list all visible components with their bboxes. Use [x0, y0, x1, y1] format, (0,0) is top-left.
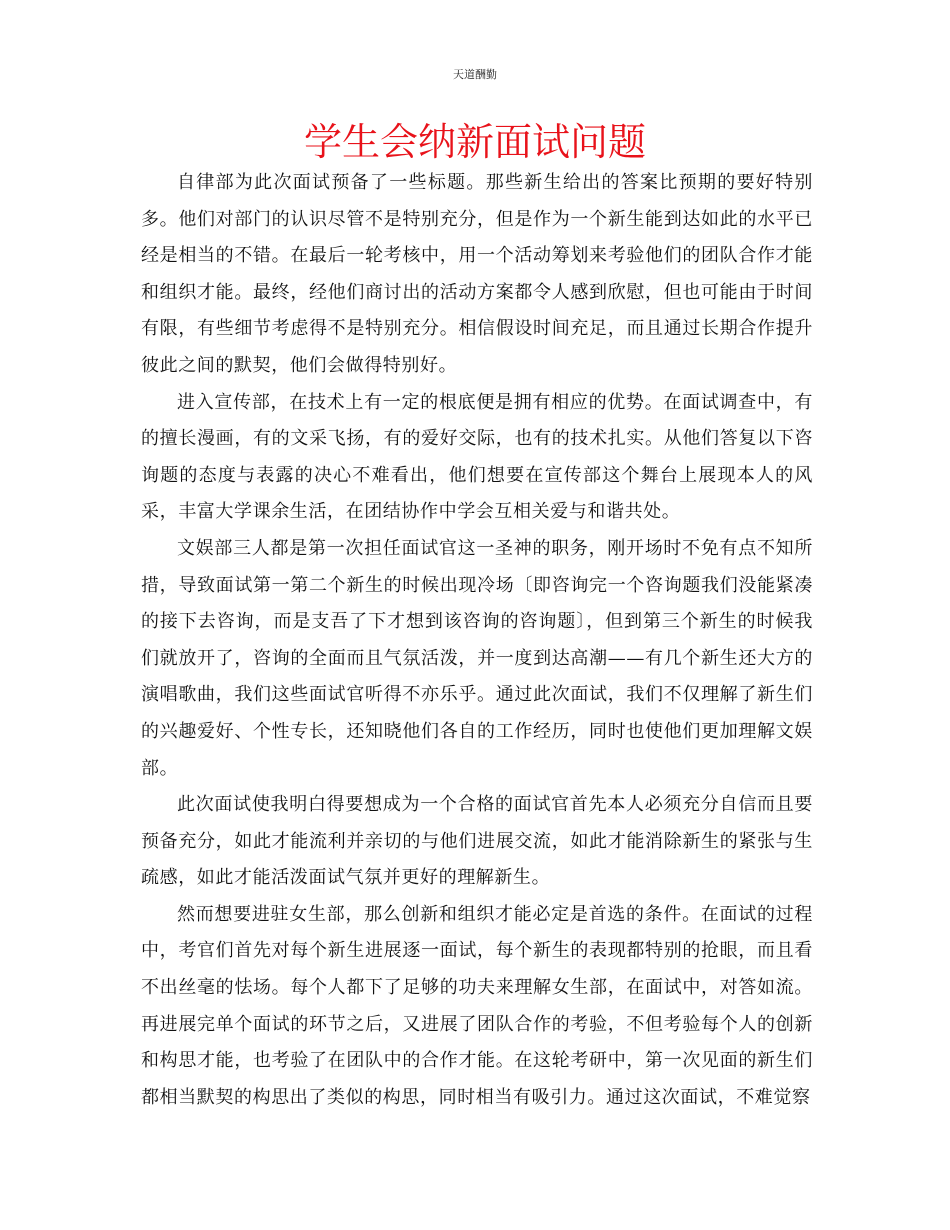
document-body: [141, 165, 813, 1116]
document-title: 学生会纳新面试问题: [303, 120, 646, 164]
paragraph-female-students-dept: 然而想要进驻女生部，那么创新和组织才能必定是首选的条件。在面试的过程中，考官们首先对每个新生进展逐一面试，每个新生的表现都特别的抢眼，而且看不出丝毫的怯场。每个人都下了足够的功夫来理解女生部，在面试中，对答如流。再进展完单个面试的环节之后，又进展了团队合作的考验，不但考验每个人的创新和构思才能，也考验了在团队中的合作才能。在这轮考研中，第一次见面的新生们都相当默契的构思出了类似的构思，同时相当有吸引力。通过这次面试，不难觉察: [141, 903, 813, 1108]
page-header: 天道酬勤: [453, 68, 497, 81]
paragraph-entertainment-dept: 文娱部三人都是第一次担任面试官这一圣神的职务，刚开场时不免有点不知所措，导致面试第一第二个新生的时候出现冷场〔即咨询完一个咨询题我们没能紧凑的接下去咨询，而是支吾了下才想到该咨询的咨询题〕，但到第三个新生的时候我们就放开了，咨询的全面而且气氛活泼，并一度到达高潮——有几个新生还大方的演唱歌曲，我们这些面试官听得不亦乐乎。通过此次面试，我们不仅理解了新生们的兴趣爱好、个性专长，还知晓他们各自的工作经历，同时也使他们更加理解文娱部。: [141, 537, 813, 779]
paragraph-interviewer-reflection: 此次面试使我明白得要想成为一个合格的面试官首先本人必须充分自信而且要预备充分，如此才能流利并亲切的与他们进展交流，如此才能消除新生的紧张与生疏感，如此才能活泼面试气氛并更好的理解新生。: [141, 794, 813, 889]
paragraph-publicity-dept: 进入宣传部，在技术上有一定的根底便是拥有相应的优势。在面试调查中，有的擅长漫画，有的文采飞扬，有的爱好交际，也有的技术扎实。从他们答复以下咨询题的态度与表露的决心不难看出，他们想要在宣传部这个舞台上展现本人的风采，丰富大学课余生活，在团结协作中学会互相关爱与和谐共处。: [141, 391, 813, 523]
paragraph-discipline-dept: 自律部为此次面试预备了一些标题。那些新生给出的答案比预期的要好特别多。他们对部门的认识尽管不是特别充分，但是作为一个新生能到达如此的水平已经是相当的不错。在最后一轮考核中，用一个活动筹划来考验他们的团队合作才能和组织才能。最终，经他们商讨出的活动方案都令人感到欣慰，但也可能由于时间有限，有些细节考虑得不是特别充分。相信假设时间充足，而且通过长期合作提升彼此之间的默契，他们会做得特别好。: [141, 172, 813, 376]
